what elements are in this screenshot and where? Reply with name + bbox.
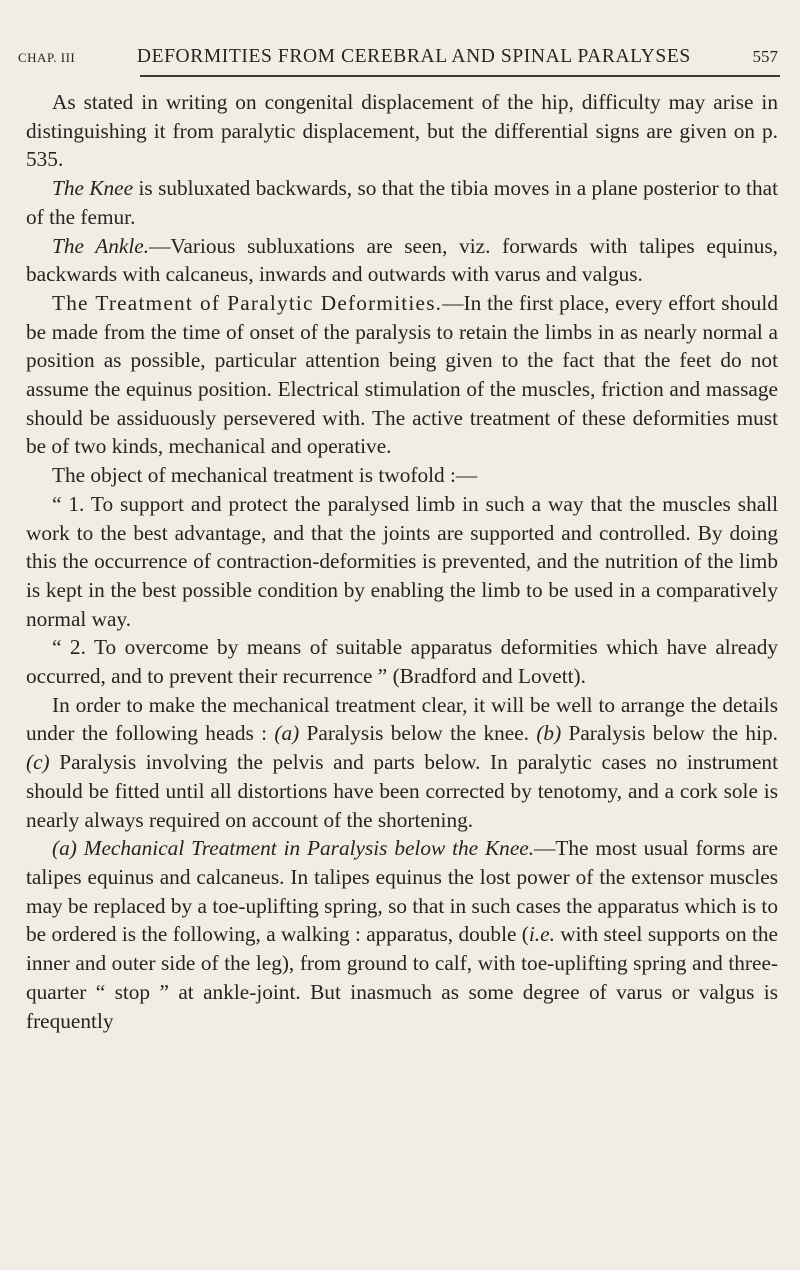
- paragraph-text: “ 1. To support and protect the paralysed limb in such a way that the muscles shall work to the best advantage, and that the joints are supported and controlled. By doing this the occurrence of contraction-deformities is prevented, and the nutrition of the limb is kept in the best possible condition by enabling the limb to be used in a comparatively normal way.: [26, 491, 778, 631]
- paragraph-text: —In the first place, every effort should be made from the time of onset of the paralysis to retain the limbs in as nearly normal a position as possible, particular attention being given to the fact that the feet do not assume the equinus position. Electrical stimulation of the muscles, friction and massage should be assiduously persevered with. The active treatment of these deformities must be of two kinds, mechanical and operative.: [26, 290, 778, 459]
- paragraph-object: [26, 461, 778, 490]
- paragraph-point-1: [26, 490, 778, 634]
- subsection-heading: Mechanical Treatment in Paralysis below the Knee.: [76, 836, 535, 861]
- paragraph-text: Paralysis involving the pelvis and parts below. In paralytic cases no instrument should be fitted until all distortions have been corrected by tenotomy, and a cork sole is nearly always required on account of the shortening.: [26, 750, 778, 832]
- header-rule: [140, 75, 780, 77]
- page-number: 557: [752, 47, 778, 66]
- paragraph-hip: [26, 88, 778, 174]
- chapter-label: CHAP. III: [18, 50, 76, 65]
- paragraph-text: Paralysis below the knee.: [299, 721, 537, 746]
- ankle-label: The Ankle.: [52, 233, 150, 258]
- paragraph-point-2: [26, 633, 778, 690]
- paragraph-text: —Various subluxations are seen, viz. forwards with talipes equinus, backwards with calcaneus, inwards and outwards with varus and valgus.: [26, 233, 778, 287]
- paragraph-below-knee: [26, 834, 778, 1035]
- running-head: [18, 46, 778, 68]
- head-label-a: (a): [52, 836, 77, 861]
- paragraph-text: In order to make the mechanical treatment clear, it will be well to arrange the details under the following heads :: [26, 692, 778, 746]
- abbreviation-ie: i.e.: [528, 922, 555, 947]
- paragraph-text: As stated in writing on congenital displacement of the hip, difficulty may arise in distinguishing it from paralytic displacement, but the differential signs are given on p. 535.: [26, 90, 778, 172]
- paragraph-text: —The most usual forms are talipes equinus and calcaneus. In talipes equinus the lost power of the extensor muscles may be replaced by a toe-uplifting spring, so that in such cases the apparatus which is to be ordered is the following, a walking : apparatus, double (: [26, 836, 778, 947]
- head-label-c: (c): [26, 750, 50, 775]
- head-label-a: (a): [274, 721, 300, 746]
- knee-label: The Knee: [52, 176, 134, 201]
- paragraph-text: is subluxated backwards, so that the tibia moves in a plane posterior to that of the femur.: [26, 176, 778, 229]
- paragraph-knee: [26, 174, 778, 231]
- paragraph-heads: [26, 691, 778, 835]
- paragraph-treatment: [26, 289, 778, 461]
- paragraph-text: “ 2. To overcome by means of suitable apparatus deformities which have already occurred, and to prevent their recurrence ” (Bradford and Lovett).: [26, 635, 778, 689]
- paragraph-text: with steel supports on the inner and outer side of the leg), from ground to calf, with toe-uplifting spring and three-quarter “ stop ” at ankle-joint. But inasmuch as some degree of varus or valgus is frequently: [26, 922, 778, 1033]
- paragraph-text: The object of mechanical treatment is twofold :—: [52, 463, 478, 488]
- paragraph-text: Paralysis below the hip.: [561, 721, 778, 746]
- section-heading: The Treatment of Paralytic Deformities.: [52, 290, 443, 315]
- paragraph-ankle: [26, 232, 778, 289]
- head-label-b: (b): [536, 721, 562, 746]
- running-title: DEFORMITIES FROM CEREBRAL AND SPINAL PARALYSES: [136, 46, 691, 67]
- body-text: [26, 88, 778, 1035]
